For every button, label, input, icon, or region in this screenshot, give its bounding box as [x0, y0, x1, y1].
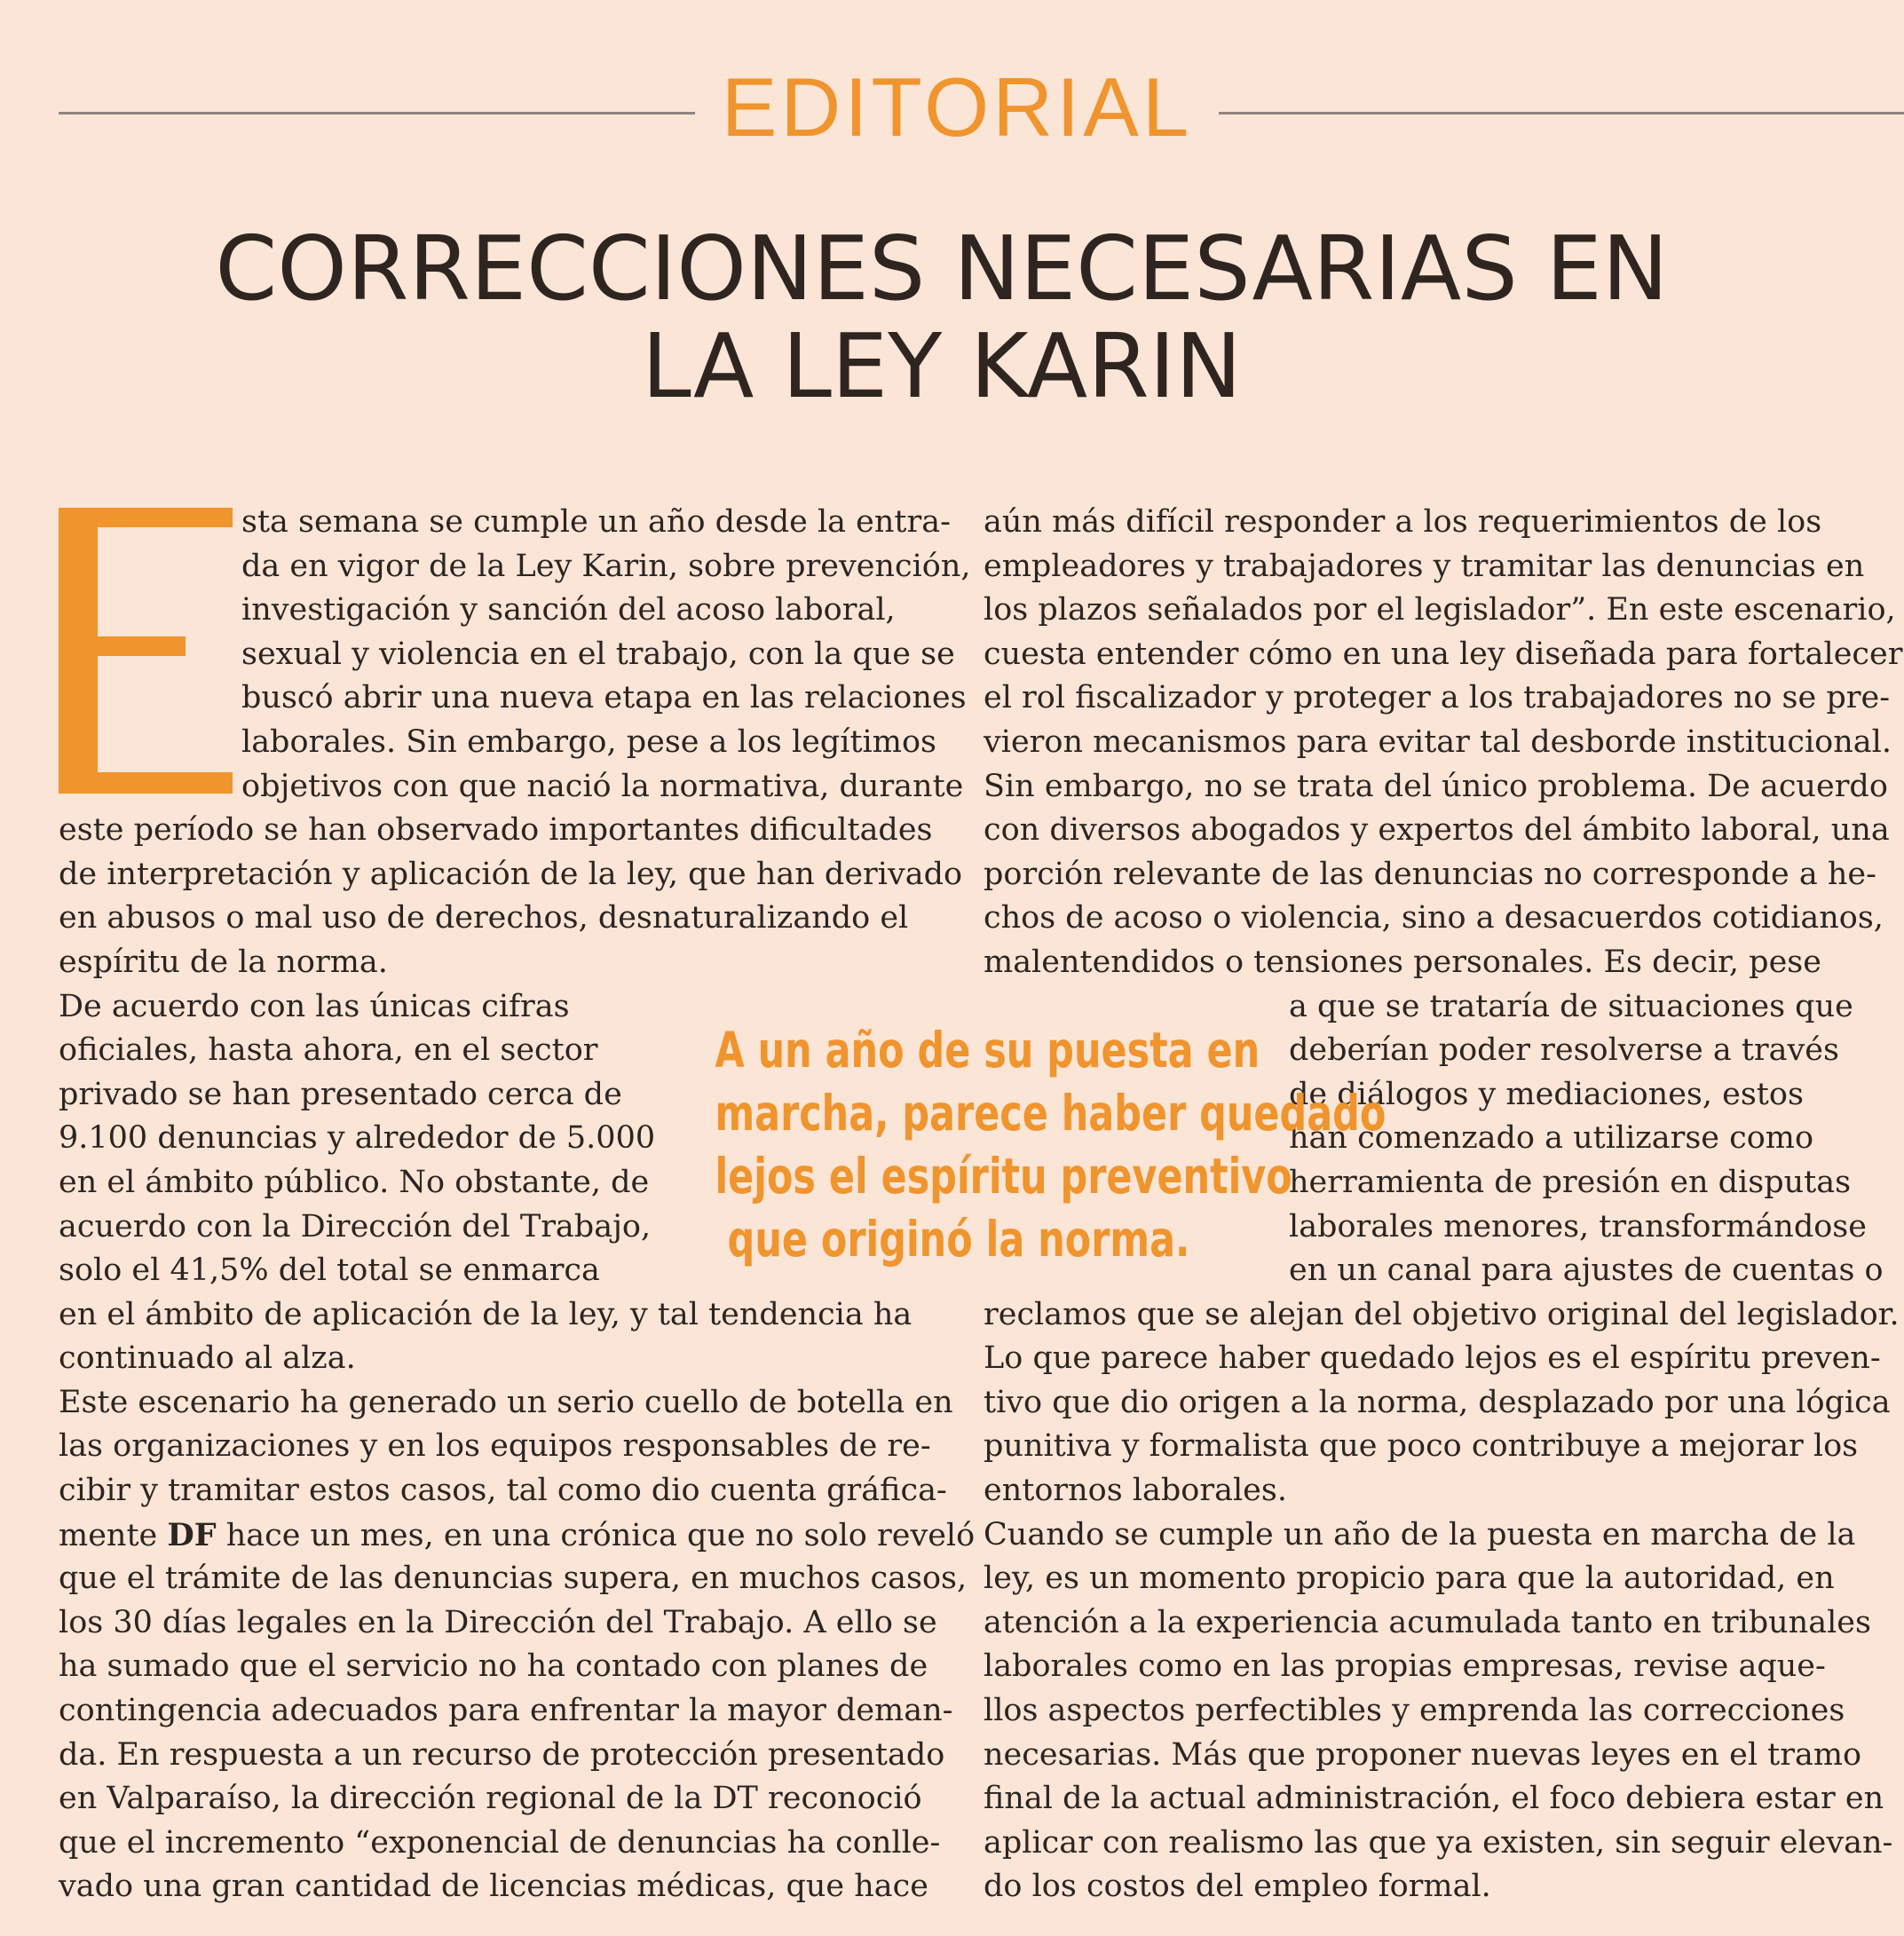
text-line: las organizaciones y en los equipos responsables de re-: [59, 1428, 931, 1465]
text-line: chos de acoso o violencia, sino a desacuerdos cotidianos,: [984, 900, 1884, 936]
text-line: punitiva y formalista que poco contribuye a mejorar los: [984, 1428, 1859, 1465]
text-line: Este escenario ha generado un serio cuello de botella en: [59, 1384, 953, 1420]
text-line: porción relevante de las denuncias no corresponde a he-: [984, 856, 1876, 892]
text-line: investigación y sanción del acoso laboral,: [241, 592, 896, 628]
text-line: cibir y tramitar estos casos, tal como dio cuenta gráfica-: [59, 1473, 947, 1509]
text-line: deberían poder resolverse a través: [1289, 1032, 1839, 1069]
text-line: vieron mecanismos para evitar tal desborde institucional.: [984, 723, 1892, 760]
text-line: tivo que dio origen a la norma, desplazado por una lógica: [984, 1384, 1891, 1420]
text-line: oficiales, hasta ahora, en el sector: [59, 1032, 598, 1069]
text-line: a que se trataría de situaciones que: [1289, 988, 1853, 1024]
text-line: da en vigor de la Ley Karin, sobre prevención,: [241, 548, 971, 584]
paragraph: [984, 1293, 1900, 1338]
text-line: mente DF hace un mes, en una crónica que no solo reveló: [59, 1516, 976, 1553]
text-line: do los costos del empleo formal.: [984, 1869, 1491, 1905]
section-label: EDITORIAL: [721, 60, 1193, 154]
text-line: De acuerdo con las únicas cifras: [59, 988, 570, 1024]
headline-line: LA LEY KARIN: [642, 314, 1242, 418]
text-line: cuesta entender cómo en una ley diseñada para fortalecer: [984, 636, 1903, 672]
text-line: malentendidos o tensiones personales. Es decir, pese: [984, 944, 1821, 980]
text-line: marcha, parece haber quedado: [715, 1085, 1387, 1142]
text-line: atención a la experiencia acumulada tanto en tribunales: [984, 1604, 1871, 1640]
text-line: ha sumado que el servicio no ha contado con planes de: [59, 1648, 928, 1685]
paragraph: [984, 765, 1890, 985]
text-line: el rol fiscalizador y proteger a los trabajadores no se pre-: [984, 680, 1891, 716]
text-line: laborales. Sin embargo, pese a los legítimos: [241, 723, 936, 760]
text-line: laborales menores, transformándose: [1289, 1208, 1867, 1245]
publication-name: DF: [167, 1516, 217, 1553]
text-line: sta semana se cumple un año desde la entra-: [241, 504, 951, 540]
text-line: acuerdo con la Dirección del Trabajo,: [59, 1208, 652, 1245]
text-line: en el ámbito de aplicación de la ley, y tal tendencia ha: [59, 1296, 912, 1332]
paragraph: [59, 501, 971, 985]
paragraph: [59, 1557, 968, 1909]
text-line: laborales como en las propias empresas, revise aque-: [984, 1648, 1826, 1685]
text-line: Lo que parece haber quedado lejos es el espíritu preven-: [984, 1340, 1881, 1377]
text-line: Cuando se cumple un año de la puesta en marcha de la: [984, 1516, 1856, 1553]
text-line: A un año de su puesta en: [715, 1022, 1260, 1079]
text-line: este período se han observado importantes dificultades: [59, 812, 933, 849]
text-line: con diversos abogados y expertos del ámbito laboral, una: [984, 812, 1890, 849]
paragraph: [984, 501, 1903, 765]
text-line: ley, es un momento propicio para que la autoridad, en: [984, 1561, 1835, 1597]
text-line: de interpretación y aplicación de la ley, que han derivado: [59, 856, 963, 892]
text-line: continuado al alza.: [59, 1340, 356, 1377]
text-line: han comenzado a utilizarse como: [1289, 1120, 1814, 1157]
text-line: en un canal para ajustes de cuentas o: [1289, 1252, 1884, 1289]
section-rule-left: [59, 112, 695, 115]
text-line: necesarias. Más que proponer nuevas leyes en el tramo: [984, 1736, 1862, 1773]
text-line: 9.100 denuncias y alrededor de 5.000: [59, 1120, 656, 1157]
text-line: en Valparaíso, la dirección regional de la DT reconoció: [59, 1781, 922, 1817]
text-line: aplicar con realismo las que ya existen, sin seguir elevan-: [984, 1824, 1893, 1861]
text-line: que originó la norma.: [727, 1211, 1190, 1268]
text-line: da. En respuesta a un recurso de protección presentado: [59, 1736, 945, 1773]
text-line: buscó abrir una nueva etapa en las relaciones: [241, 680, 967, 716]
text-line: objetivos con que nació la normativa, durante: [241, 768, 964, 804]
text-line: en abusos o mal uso de derechos, desnaturalizando el: [59, 900, 909, 936]
text-line: de diálogos y mediaciones, estos: [1289, 1076, 1804, 1112]
text-line: herramienta de presión en disputas: [1289, 1164, 1852, 1200]
section-rule-right: [1219, 112, 1904, 115]
text-line: reclamos que se alejan del objetivo original del legislador.: [984, 1296, 1900, 1332]
text-line: espíritu de la norma.: [59, 944, 388, 980]
text-line: sexual y violencia en el trabajo, con la que se: [241, 636, 955, 672]
text-line: vado una gran cantidad de licencias médicas, que hace: [59, 1869, 928, 1905]
text-line: solo el 41,5% del total se enmarca: [59, 1252, 600, 1289]
text-line: que el incremento “exponencial de denuncias ha conlle-: [59, 1824, 941, 1861]
text-line: lejos el espíritu preventivo: [715, 1148, 1292, 1205]
text-line: los 30 días legales en la Dirección del Trabajo. A ello se: [59, 1604, 937, 1640]
text-line: aún más difícil responder a los requerimientos de los: [984, 504, 1822, 540]
text-line: empleadores y trabajadores y tramitar las denuncias en: [984, 548, 1865, 584]
text-line: los plazos señalados por el legislador”. En este escenario,: [984, 592, 1896, 628]
text-line: Sin embargo, no se trata del único problema. De acuerdo: [984, 768, 1888, 804]
text-line: en el ámbito público. No obstante, de: [59, 1164, 650, 1200]
text-line: final de la actual administración, el foco debiera estar en: [984, 1781, 1884, 1817]
text-line: contingencia adecuados para enfrentar la mayor deman-: [59, 1693, 953, 1729]
text-line: entornos laborales.: [984, 1473, 1287, 1509]
text-line: privado se han presentado cerca de: [59, 1076, 622, 1112]
headline: [59, 217, 1825, 418]
text-line: que el trámite de las denuncias supera, en muchos casos,: [59, 1561, 968, 1597]
headline-line: CORRECCIONES NECESARIAS EN: [215, 217, 1669, 320]
paragraph: [59, 1381, 951, 1513]
pull-quote: [715, 1019, 1387, 1271]
paragraph: [984, 1513, 1893, 1909]
paragraph: [984, 1337, 1891, 1513]
text-line: llos aspectos perfectibles y emprenda las correcciones: [984, 1693, 1845, 1729]
